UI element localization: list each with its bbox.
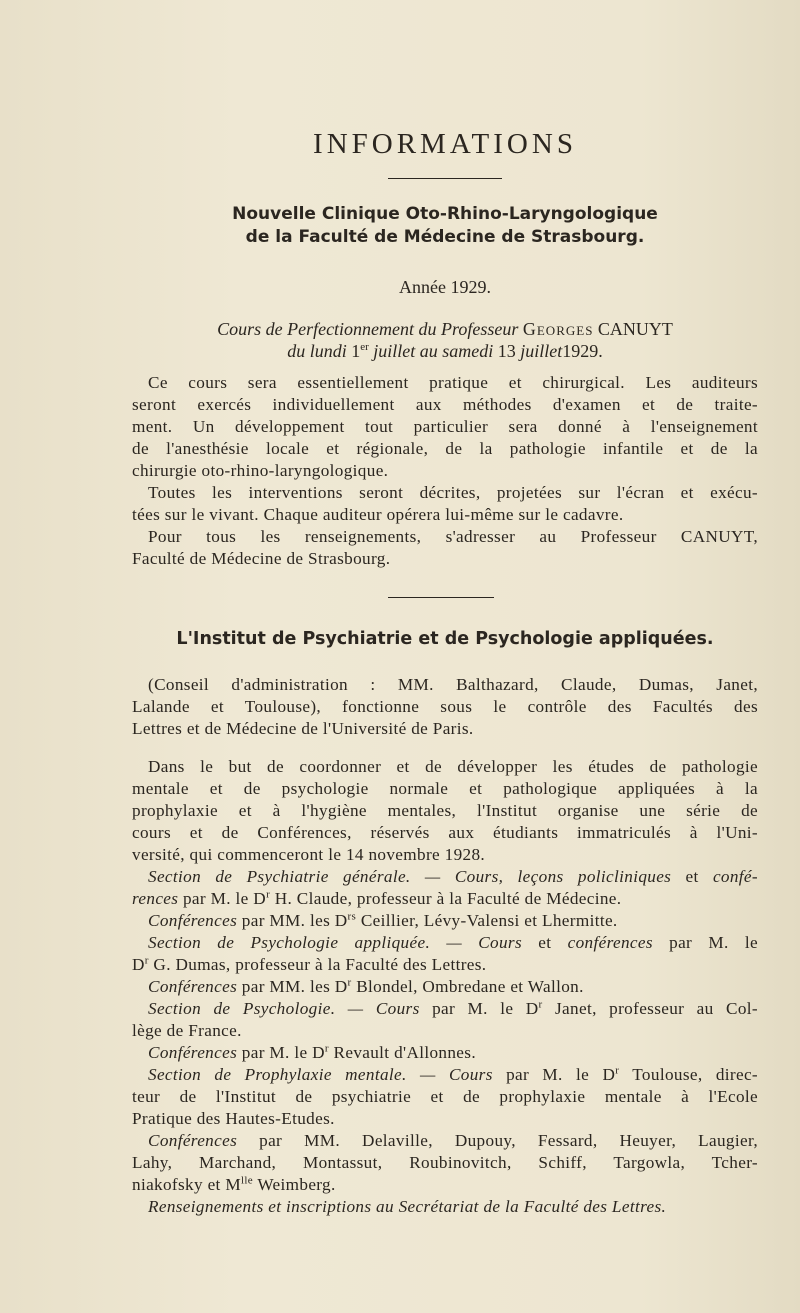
course-dates (132, 340, 758, 362)
text-run: et (522, 933, 568, 952)
text-run: par MM. Delaville, Dupouy, Fessard, Heuyer, Laugier, (237, 1131, 758, 1150)
text-line: Pour tous les renseignements, s'adresser au Professeur CANUYT, (148, 527, 758, 546)
course-dates-c: juillet (520, 341, 563, 361)
course-dates-b: juillet au samedi (373, 341, 494, 361)
text-run: Conférences (148, 1043, 238, 1062)
institute-paragraph-1 (132, 674, 758, 740)
institute-paragraph-2 (132, 756, 758, 866)
clinic-paragraph-2 (132, 482, 758, 526)
text-run: r (538, 998, 543, 1011)
course-list-line (132, 1174, 758, 1196)
text-run: Section de Psychologie appliquée. — Cours (148, 933, 522, 952)
text-run: Section de Psychiatrie générale. — Cours, leçons policliniques (148, 867, 672, 886)
text-line: Ce cours sera essentiellement pratique et chirurgical. Les auditeurs (148, 373, 758, 392)
text-line: Faculté de Médecine de Strasbourg. (132, 549, 391, 568)
text-run: Conférences (148, 1131, 238, 1150)
text-line: prophylaxie et à l'hygiène mentales, l'Institut organise une série de (132, 801, 758, 820)
text-line: versité, qui commenceront le 14 novembre 1928. (132, 845, 486, 864)
text-run: Pratique des Hautes-Etudes. (132, 1109, 335, 1128)
text-run: par M. le (652, 933, 758, 952)
text-run: D (132, 955, 145, 974)
text-run: par MM. les D (237, 911, 348, 930)
course-list-line (132, 976, 758, 998)
text-run: r (324, 1042, 329, 1055)
institute-heading: L'Institut de Psychiatrie et de Psychologie appliquées. (176, 629, 714, 649)
page-title: INFORMATIONS (313, 128, 577, 160)
text-line: chirurgie oto-rhino-laryngologique. (132, 461, 389, 480)
text-run: Ceillier, Lévy-Valensi et Lhermitte. (356, 911, 618, 930)
course-list-line (132, 910, 758, 932)
text-line: seront exercés individuellement aux méthodes d'examen et de traite- (132, 395, 758, 414)
course-list-line (132, 888, 758, 910)
title-rule (388, 178, 502, 179)
text-run: Conférences (148, 911, 238, 930)
text-run: niakofsky et M (132, 1175, 241, 1194)
text-run: G. Dumas, professeur à la Faculté des Lettres. (148, 955, 487, 974)
text-run: Revault d'Allonnes. (328, 1043, 476, 1062)
text-run: Lahy, Marchand, Montassut, Roubinovitch, Schiff, Targowla, Tcher- (132, 1153, 758, 1172)
course-list-line (132, 998, 758, 1020)
text-line: ment. Un développement tout particulier sera donné à l'enseignement (132, 417, 758, 436)
professor-first-name: Georges (522, 319, 594, 339)
course-title (132, 318, 758, 340)
text-run: par M. le D (492, 1065, 616, 1084)
text-line: Lalande et Toulouse), fonctionne sous le contrôle des Facultés des (132, 697, 758, 716)
course-dates-sup: er (360, 341, 369, 353)
text-run: rs (347, 910, 357, 923)
text-run: par M. le D (237, 1043, 325, 1062)
course-list-line (132, 1130, 758, 1152)
course-list-line (132, 866, 758, 888)
course-dates-num2: 13 (497, 341, 516, 361)
text-run: par M. le D (419, 999, 539, 1018)
course-list-line (132, 954, 758, 976)
text-run: par MM. les D (237, 977, 348, 996)
text-run: r (144, 954, 149, 967)
text-run: r (615, 1064, 620, 1077)
text-line: (Conseil d'administration : MM. Balthazard, Claude, Dumas, Janet, (148, 675, 758, 694)
course-title-text: Cours de Perfectionnement du Professeur (217, 319, 519, 339)
text-line: de l'anesthésie locale et régionale, de la pathologie infantile et de la (132, 439, 758, 458)
text-line: cours et de Conférences, réservés aux étudiants immatriculés à l'Uni- (132, 823, 758, 842)
text-run: Renseignements et inscriptions au Secrétariat de la Faculté des Lettres. (148, 1197, 667, 1216)
text-run: conférences (567, 933, 653, 952)
text-run: teur de l'Institut de psychiatrie et de prophylaxie mentale à l'Ecole (132, 1087, 758, 1106)
text-line: tées sur le vivant. Chaque auditeur opérera lui-même sur le cadavre. (132, 505, 624, 524)
text-run: r (347, 976, 352, 989)
text-run: H. Claude, professeur à la Faculté de Médecine. (270, 889, 622, 908)
clinic-heading-line1: Nouvelle Clinique Oto-Rhino-Laryngologique (232, 204, 658, 224)
text-run: Weimberg. (253, 1175, 336, 1194)
text-run: confé- (712, 867, 758, 886)
text-run: lle (240, 1174, 254, 1187)
course-list-line (132, 1064, 758, 1086)
text-line: Lettres et de Médecine de l'Université de Paris. (132, 719, 474, 738)
section-rule (388, 597, 494, 598)
text-run: rences (132, 889, 179, 908)
text-run: Janet, professeur au Col- (542, 999, 758, 1018)
course-list-line (132, 932, 758, 954)
institute-course-list (132, 866, 758, 1218)
course-list-line (132, 1196, 758, 1218)
text-run: lège de France. (132, 1021, 242, 1040)
course-dates-a: du lundi (287, 341, 347, 361)
clinic-paragraph-1 (132, 372, 758, 482)
clinic-heading-line2: de la Faculté de Médecine de Strasbourg. (245, 227, 645, 247)
course-list-line (132, 1152, 758, 1174)
clinic-paragraph-3 (132, 526, 758, 570)
course-list-line (132, 1020, 758, 1042)
course-list-line (132, 1042, 758, 1064)
text-run: r (266, 888, 271, 901)
text-run: Toulouse, direc- (619, 1065, 759, 1084)
text-line: Dans le but de coordonner et de développer les études de pathologie (148, 757, 758, 776)
text-run: Conférences (148, 977, 238, 996)
course-list-line (132, 1086, 758, 1108)
text-line: mentale et de psychologie normale et pathologique appliquées à la (132, 779, 758, 798)
year-line: Année 1929. (399, 277, 491, 297)
course-dates-year: 1929. (562, 341, 603, 361)
text-run: Section de Psychologie. — Cours (148, 999, 420, 1018)
professor-last-name: CANUYT (597, 319, 673, 339)
text-run: par M. le D (178, 889, 267, 908)
course-dates-num1: 1 (351, 341, 361, 361)
text-run: et (671, 867, 713, 886)
text-line: Toutes les interventions seront décrites, projetées sur l'écran et exécu- (148, 483, 758, 502)
text-run: Blondel, Ombredane et Wallon. (351, 977, 584, 996)
clinic-heading (132, 203, 758, 249)
course-list-line (132, 1108, 758, 1130)
text-run: Section de Prophylaxie mentale. — Cours (148, 1065, 493, 1084)
